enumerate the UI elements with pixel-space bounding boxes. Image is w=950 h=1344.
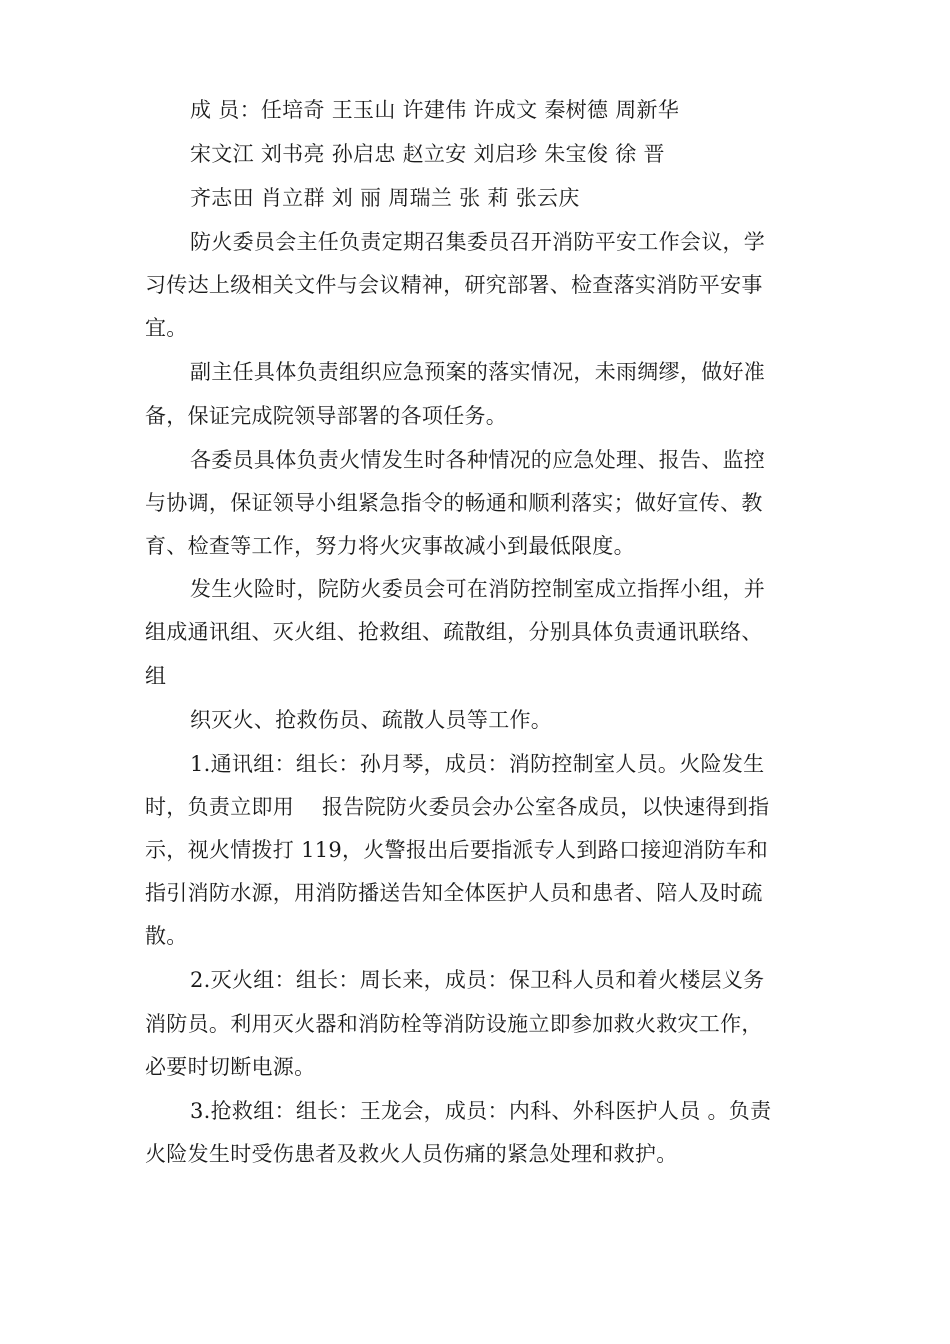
- paragraph-line: 2.灭火组：组长：周长来，成员：保卫科人员和着火楼层义务: [190, 968, 765, 992]
- paragraph-line: 备，保证完成院领导部署的各项任务。: [145, 404, 508, 428]
- paragraph-line: 火险发生时受伤患者及救火人员伤痛的紧急处理和救护。: [145, 1142, 678, 1166]
- paragraph-line: 组: [145, 664, 167, 688]
- paragraph-line: 育、检查等工作，努力将火灾事故减小到最低限度。: [145, 534, 635, 558]
- paragraph-line: 织灭火、抢救伤员、疏散人员等工作。: [190, 708, 553, 732]
- paragraph-line: 散。: [145, 924, 188, 948]
- members-line-3: 齐志田 肖立群 刘 丽 周瑞兰 张 莉 张云庆: [190, 186, 580, 210]
- members-line-2: 宋文江 刘书亮 孙启忠 赵立安 刘启珍 朱宝俊 徐 晋: [190, 142, 665, 166]
- paragraph-line: 3.抢救组：组长：王龙会，成员：内科、外科医护人员 。负责: [190, 1099, 772, 1123]
- paragraph-line: 组成通讯组、灭火组、抢救组、疏散组，分别具体负责通讯联络、: [145, 620, 763, 644]
- paragraph-line: 必要时切断电源。: [145, 1055, 316, 1079]
- paragraph-line: 副主任具体负责组织应急预案的落实情况，未雨绸缪，做好准: [190, 360, 766, 384]
- paragraph-line: 消防员。利用灭火器和消防栓等消防设施立即参加救火救灾工作，: [145, 1012, 763, 1036]
- paragraph-line: 与协调，保证领导小组紧急指令的畅通和顺利落实；做好宣传、教: [145, 491, 763, 515]
- paragraph-line: 1.通讯组：组长：孙月琴，成员：消防控制室人员。火险发生: [190, 752, 765, 776]
- paragraph-line: 发生火险时，院防火委员会可在消防控制室成立指挥小组，并: [190, 577, 766, 601]
- paragraph-line: 指引消防水源，用消防播送告知全体医护人员和患者、陪人及时疏: [145, 881, 763, 905]
- paragraph-line: 各委员具体负责火情发生时各种情况的应急处理、报告、监控: [190, 448, 766, 472]
- paragraph-line: 习传达上级相关文件与会议精神，研究部署、检查落实消防平安事: [145, 273, 763, 297]
- paragraph-line: 时，负责立即用 报告院防火委员会办公室各成员，以快速得到指: [145, 795, 770, 819]
- paragraph-line: 防火委员会主任负责定期召集委员召开消防平安工作会议，学: [190, 230, 766, 254]
- paragraph-line: 示，视火情拨打 119，火警报出后要指派专人到路口接迎消防车和: [145, 838, 769, 862]
- members-line-1: 成 员：任培奇 王玉山 许建伟 许成文 秦树德 周新华: [190, 98, 680, 122]
- paragraph-line: 宜。: [145, 316, 188, 340]
